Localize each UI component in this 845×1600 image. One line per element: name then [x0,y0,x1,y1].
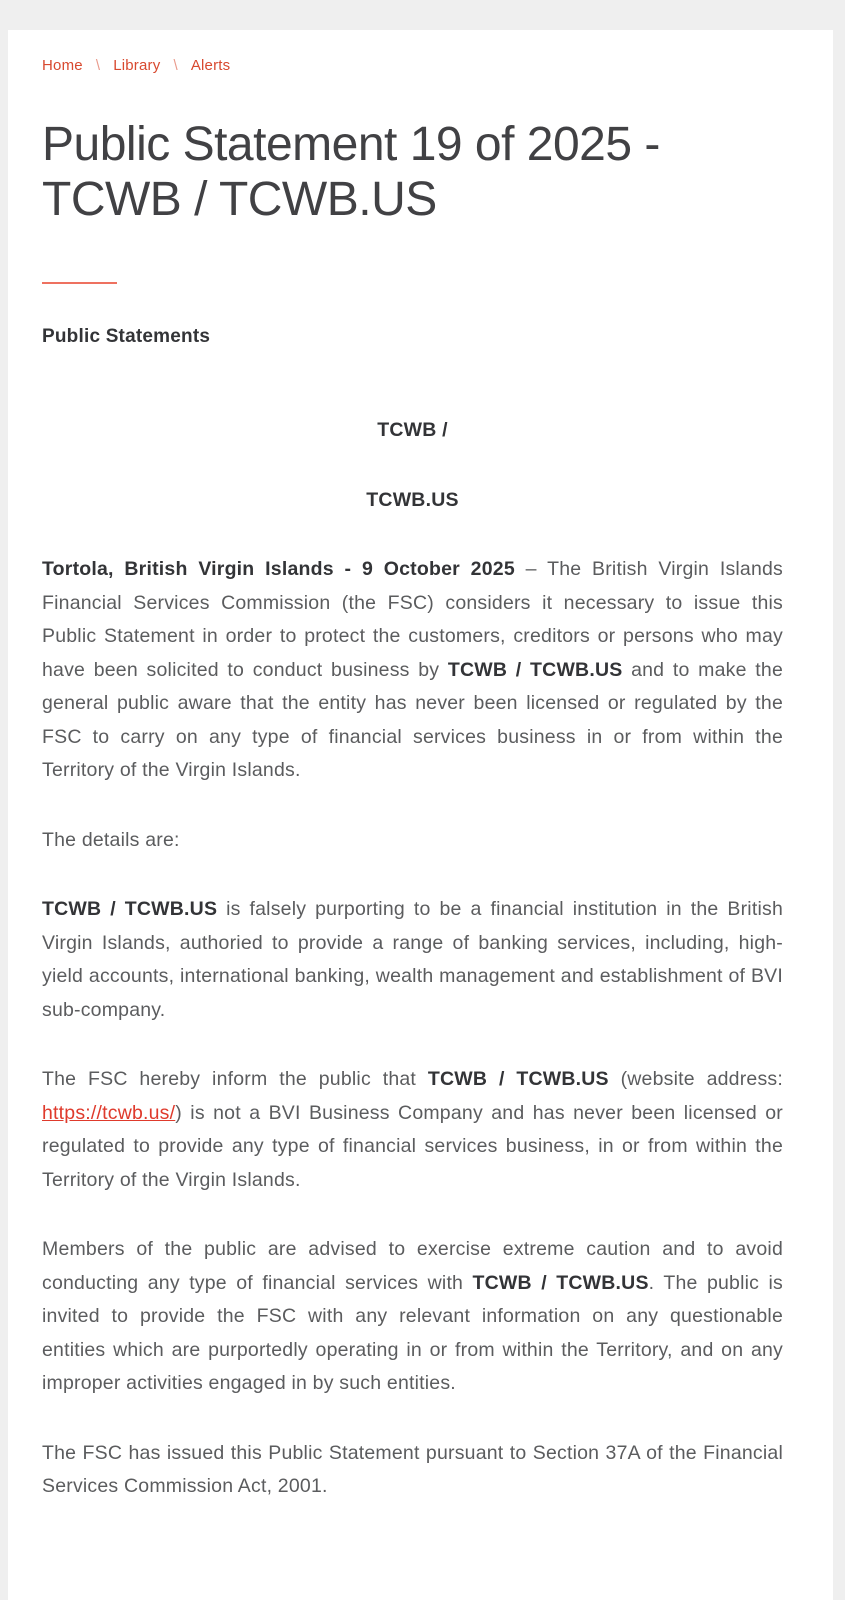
content-card [8,30,833,1600]
paragraph [42,893,783,1027]
bold-text: TCWB / TCWB.US [42,898,218,920]
paragraph [42,1063,783,1197]
paragraph [42,824,783,858]
bold-text: TCWB / TCWB.US [427,1068,609,1090]
bold-text: Tortola, British Virgin Islands - 9 October 2025 [42,558,515,580]
breadcrumb [42,57,783,75]
bold-text: TCWB / [377,419,448,441]
paragraph [42,1233,783,1401]
article-body [42,414,783,1504]
breadcrumb-link-home[interactable]: Home [42,57,83,74]
text-run: is falsely purporting to be a financial institution in the British Virgin Islands, authoried to provide a range of banking services, including, high-yield accounts, international banking, wealth management and establishment of BVI sub-company. [42,898,783,1021]
breadcrumb-link-library[interactable]: Library [113,57,161,74]
breadcrumb-separator: \ [95,57,101,74]
paragraph [42,414,783,448]
page-title: Public Statement 19 of 2025 - TCWB / TCWB.US [42,118,660,226]
text-run: – The British Virgin Islands Financial Services Commission (the FSC) considers it necessary to issue this Public Statement in order to protect the customers, creditors or persons who may have been solicited to conduct business by [42,558,784,681]
paragraph [42,484,783,518]
text-run: ) is not a BVI Business Company and has never been licensed or regulated to provide any type of financial services business, in or from within the Territory of the Virgin Islands. [42,1101,783,1191]
breadcrumb-separator: \ [173,57,178,74]
tcwb-url-link[interactable]: https://tcwb.us/ [42,1101,176,1124]
text-run: Members of the public are advised to exercise extreme caution and to avoid conducting any type of financial services with [42,1238,783,1294]
text-run: . The public is invited to provide the FSC with any relevant information on any questionable entities which are purportedly operating in or from within the Territory, and on any improper activities engaged in by such entities. [42,1271,783,1394]
text-run: The FSC has issued this Public Statement pursuant to Section 37A of the Financial Services Commission Act, 2001. [42,1441,783,1497]
text-run: (website address: [608,1068,783,1090]
bold-text: TCWB / TCWB.US [472,1271,649,1294]
bold-text: TCWB / TCWB.US [447,658,623,681]
accent-divider [42,282,117,284]
breadcrumb-link-alerts[interactable]: Alerts [190,57,231,74]
text-run: The details are: [42,828,180,851]
paragraph [42,553,783,788]
paragraph [42,1437,783,1504]
section-heading: Public Statements [42,326,211,347]
text-run: and to make the general public aware that the entity has never been licensed or regulated by the FSC to carry on any type of financial services business in or from within the Territory of the Virgin Islands. [42,658,783,781]
bold-text: TCWB.US [366,488,459,511]
text-run: The FSC hereby inform the public that [42,1068,428,1090]
